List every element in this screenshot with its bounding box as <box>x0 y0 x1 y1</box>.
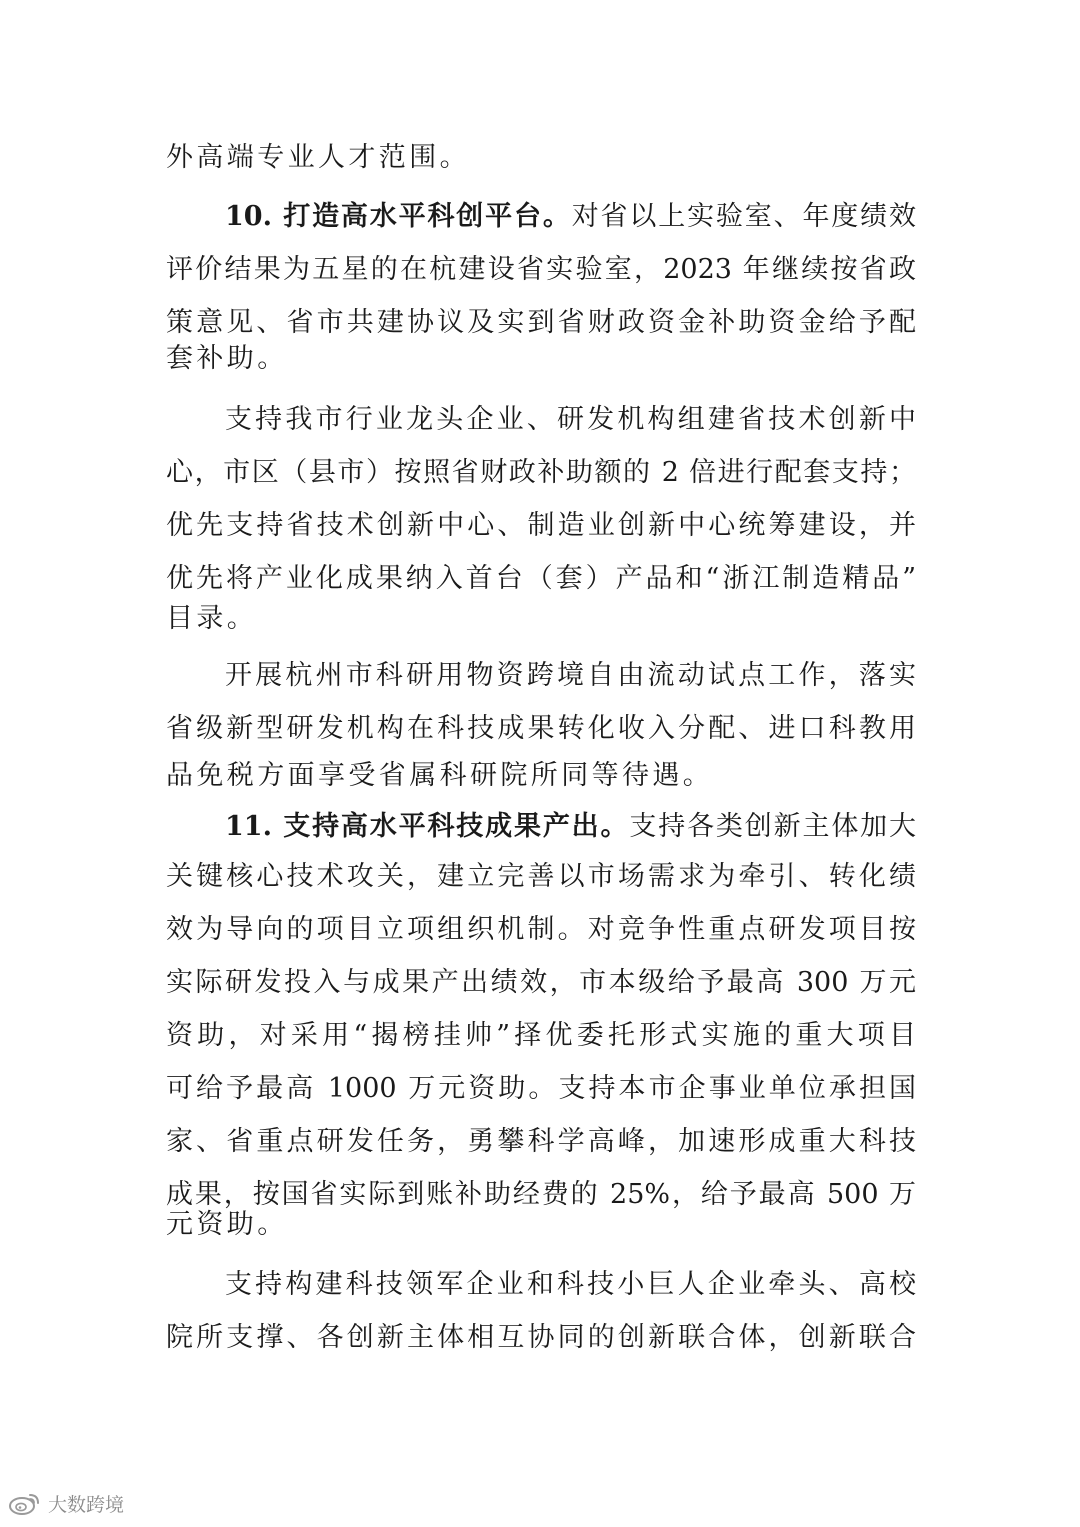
text-line: 开展杭州市科研用物资跨境自由流动试点工作，落实 <box>225 660 916 691</box>
text-line: 院所支撑、各创新主体相互协同的创新联合体，创新联合 <box>166 1322 916 1353</box>
watermark <box>8 1488 124 1518</box>
text-line: 资助，对采用“揭榜挂帅”择优委托形式实施的重大项目 <box>166 1020 916 1051</box>
watermark-text: 大数跨境 <box>48 1493 125 1516</box>
text-line: 实际研发投入与成果产出绩效，市本级给予最高 300 万元 <box>166 967 916 998</box>
text-line: 套补助。 <box>166 343 288 374</box>
text-line: 关键核心技术攻关，建立完善以市场需求为牵引、转化绩 <box>166 861 916 892</box>
text-line: 评价结果为五星的在杭建设省实验室，2023 年继续按省政 <box>166 254 916 285</box>
text-line <box>225 807 916 847</box>
text-line: 元资助。 <box>166 1209 288 1240</box>
text-line: 可给予最高 1000 万元资助。支持本市企事业单位承担国 <box>166 1073 916 1104</box>
weibo-logo-icon <box>8 1491 42 1515</box>
text-line: 支持我市行业龙头企业、研发机构组建省技术创新中 <box>225 404 916 435</box>
text-line: 省级新型研发机构在科技成果转化收入分配、进口科教用 <box>166 713 916 744</box>
section-heading: 10. 打造高水平科创平台。 <box>225 201 572 232</box>
text-line: 家、省重点研发任务，勇攀科学高峰，加速形成重大科技 <box>166 1126 916 1157</box>
text-line: 品免税方面享受省属科研院所同等待遇。 <box>166 760 714 791</box>
text-line: 效为导向的项目立项组织机制。对竞争性重点研发项目按 <box>166 914 916 945</box>
text-run: 支持各类创新主体加大 <box>629 811 916 842</box>
text-line: 支持构建科技领军企业和科技小巨人企业牵头、高校 <box>225 1269 916 1300</box>
text-line: 优先将产业化成果纳入首台（套）产品和“浙江制造精品” <box>166 563 916 594</box>
text-line: 成果，按国省实际到账补助经费的 25%，给予最高 500 万 <box>166 1179 916 1210</box>
text-run: 对省以上实验室、年度绩效 <box>571 201 916 232</box>
text-line: 心，市区（县市）按照省财政补助额的 2 倍进行配套支持； <box>166 457 916 488</box>
text-line: 外高端专业人才范围。 <box>166 142 470 173</box>
text-line: 策意见、省市共建协议及实到省财政资金补助资金给予配 <box>166 307 916 338</box>
text-line <box>225 197 916 237</box>
text-line: 目录。 <box>166 603 258 634</box>
section-heading: 11. 支持高水平科技成果产出。 <box>225 811 630 842</box>
text-line: 优先支持省技术创新中心、制造业创新中心统筹建设，并 <box>166 510 916 541</box>
